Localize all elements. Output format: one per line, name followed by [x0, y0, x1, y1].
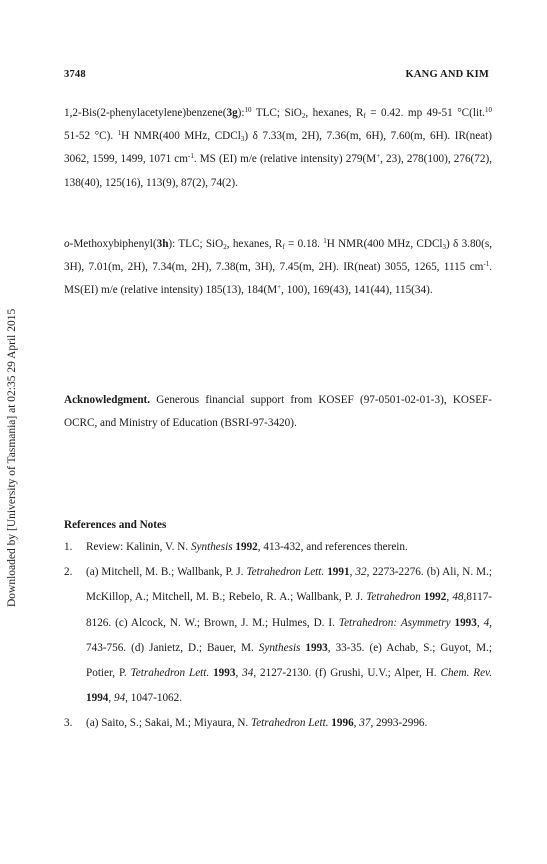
separator: , — [108, 692, 114, 705]
acknowledgment-paragraph — [64, 389, 492, 435]
superscript: 1 — [117, 129, 122, 138]
running-header — [64, 69, 489, 83]
reference-item — [64, 711, 492, 736]
subscript: 2 — [301, 112, 306, 120]
separator: , — [476, 616, 484, 629]
compound-3h-name: -Methoxybiphenyl( — [69, 238, 157, 250]
superscript: + — [277, 283, 282, 292]
separator: , — [349, 566, 356, 579]
ms-text: . MS (EI) m/e (relative intensity) 279(M — [193, 153, 377, 166]
reference-year: 1991 — [324, 566, 350, 579]
reference-pages: , 2273-2276. — [366, 566, 427, 579]
reference-journal: Tetrahedron Lett. — [246, 566, 325, 579]
compound-3h-suffix: ): TLC; SiO — [168, 238, 224, 250]
reference-item — [64, 535, 492, 560]
reference-pages: , 2127-2130. — [253, 667, 316, 680]
reference-journal: Synthesis — [190, 541, 233, 553]
compound-3h-paragraph — [64, 233, 492, 303]
rf-value: = 0.18. — [284, 238, 324, 250]
superscript: -1 — [483, 260, 490, 269]
download-watermark: Downloaded by [University of Tasmania] at 02:35 29 April 2015 — [6, 308, 18, 607]
reference-authors: (f) Grushi, U.V.; Alper, H. — [315, 667, 441, 680]
reference-journal: Tetrahedron: Asymmetry — [338, 616, 451, 629]
reference-journal: Tetrahedron Lett. — [251, 717, 329, 730]
superscript: 1 — [323, 237, 327, 245]
citation-mark: 10 — [244, 106, 252, 114]
citation-mark: 10 — [484, 106, 492, 114]
page-number: 3748 — [64, 69, 86, 80]
reference-number: 1. — [64, 541, 73, 553]
separator: , — [235, 667, 243, 680]
reference-year: 1992 — [232, 541, 258, 553]
nmr-text: H NMR(400 MHz, CDCl — [326, 238, 443, 250]
subscript: 3 — [240, 135, 245, 144]
compound-3h-label: 3h — [156, 238, 169, 250]
reference-authors: (b) Ali, N. M.; McKillop, A.; Mitchell, M. B.; Rebelo, R. A.; Wallbank, P. J. — [86, 566, 493, 604]
rf-value: = 0.42. mp 49-51 °C(lit. — [365, 107, 485, 119]
reference-pages: ,8117-8126. — [86, 591, 493, 629]
nmr-tail: ) δ 7.33(m, 2H), 7.36(m, 6H), 7.60(m, 6H). IR(neat) 3062, 1599, 1499, 1071 cm — [64, 130, 492, 166]
references-section — [64, 519, 492, 737]
nmr-text: H NMR(400 MHz, CDCl — [121, 130, 241, 143]
reference-authors: (e) Achab, S.; Guyot, M.; Potier, P. — [86, 641, 492, 680]
subscript: f — [282, 243, 285, 251]
reference-pages: , 1047-1062. — [125, 692, 183, 705]
reference-year: 1993 — [209, 667, 236, 680]
subscript: 2 — [223, 243, 227, 251]
reference-journal: Chem. Rev. — [440, 667, 492, 680]
reference-number: 2. — [64, 566, 73, 579]
reference-item — [64, 560, 492, 711]
acknowledgment-title: Acknowledgment. — [64, 394, 151, 406]
reference-authors: Review: Kalinin, V. N. — [86, 541, 191, 553]
separator: , — [446, 591, 453, 604]
reference-authors: (a) Saito, S.; Sakai, M.; Miyaura, N. — [86, 717, 251, 730]
reference-volume: 34 — [242, 667, 254, 680]
tlc-text: TLC; SiO — [251, 107, 302, 119]
compound-3g-name: 1,2-Bis(2-phenylacetylene)benzene( — [64, 107, 227, 119]
reference-journal: Tetrahedron Lett. — [130, 667, 210, 680]
ms-tail: , 23), 278(100), 276(72), 138(40), 125(16), 113(9), 87(2), 74(2). — [64, 153, 492, 189]
reference-volume: 48 — [452, 591, 464, 604]
tlc-tail: , hexanes, R — [226, 238, 283, 250]
reference-volume: 4 — [483, 616, 490, 629]
reference-authors: (d) Janietz, D.; Bauer, M. — [131, 641, 259, 654]
compound-3g-paragraph — [64, 102, 492, 195]
compound-3g-suffix: ): — [237, 107, 245, 119]
references-title: References and Notes — [64, 519, 167, 531]
acknowledgment-text: Generous financial support from KOSEF (97-0501-02-01-3), KOSEF-OCRC, and Ministry of Education (BSRI-97-3420). — [64, 394, 492, 430]
reference-pages: , 413-432, and references therein. — [257, 541, 408, 553]
reference-year: 1996 — [328, 717, 354, 730]
reference-volume: 32 — [355, 566, 367, 579]
lit-value: 51-52 °C). — [64, 130, 118, 143]
reference-journal: Tetrahedron — [366, 591, 421, 604]
nmr-tail: ) δ 3.80(s, 3H), 7.01(m, 2H), 7.34(m, 2H), 7.38(m, 3H), 7.45(m, 2H). IR(neat) 3055, 1265, 1115 cm — [64, 238, 493, 274]
reference-authors: (c) Alcock, N. W.; Brown, J. M.; Hulmes, D. I. — [115, 616, 339, 629]
reference-journal: Synthesis — [258, 641, 301, 654]
reference-year: 1993 — [450, 616, 477, 629]
superscript: -1 — [187, 152, 194, 161]
reference-year: 1994 — [86, 692, 109, 705]
subscript: 3 — [442, 243, 447, 251]
reference-volume: 94 — [113, 692, 126, 705]
separator: , — [353, 717, 360, 730]
reference-number: 3. — [64, 717, 73, 730]
subscript: f — [363, 112, 366, 120]
reference-year: 1993 — [300, 641, 328, 654]
reference-pages: , 2993-2996. — [370, 717, 428, 730]
running-head-authors: KANG AND KIM — [405, 69, 489, 80]
reference-pages: , 33-35. — [327, 641, 370, 654]
reference-pages: , 743-756. — [86, 616, 493, 654]
reference-year: 1992 — [420, 591, 447, 604]
reference-volume: 37 — [359, 717, 371, 730]
ms-tail: , 100), 169(43), 141(44), 115(34). — [281, 284, 433, 297]
ms-text: . MS(EI) m/e (relative intensity) 185(13), 184(M — [64, 261, 492, 297]
italic-prefix: o — [64, 238, 70, 250]
tlc-tail: , hexanes, R — [305, 107, 364, 119]
superscript: + — [376, 152, 381, 161]
reference-authors: (a) Mitchell, M. B.; Wallbank, P. J. — [86, 566, 247, 579]
compound-3g-label: 3g — [226, 107, 238, 119]
